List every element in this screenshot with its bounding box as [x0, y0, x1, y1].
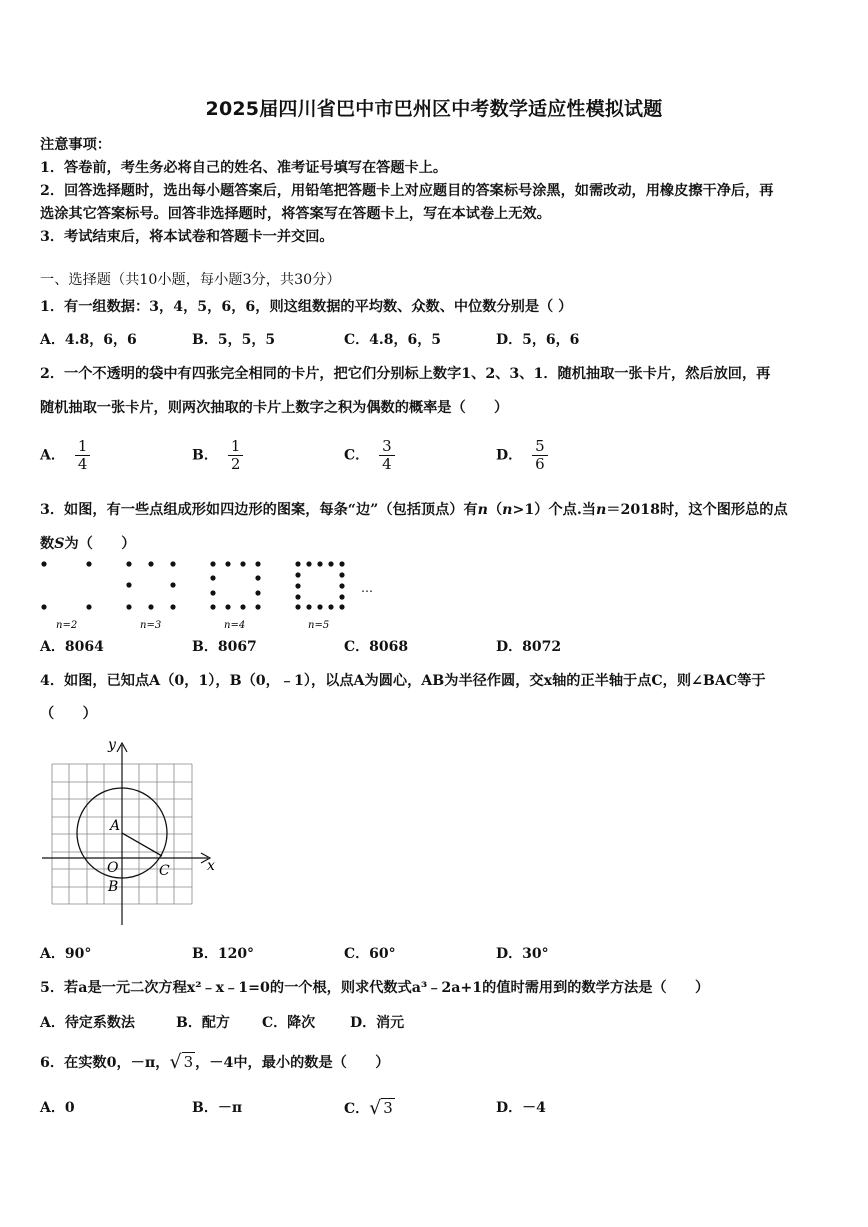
pattern-label: n=5: [308, 620, 330, 631]
pattern-n3: [126, 561, 175, 609]
notice-item: 1．答卷前，考生务必将自己的姓名、准考证号填写在答题卡上。: [40, 160, 448, 176]
pattern-label: n=4: [224, 620, 246, 631]
q6-option-a: A．0: [40, 1100, 75, 1116]
notice-heading: 注意事项：: [40, 137, 111, 153]
pattern-n4: [210, 561, 260, 609]
coordinate-figure: [38, 735, 228, 930]
question-1-stem: 1．有一组数据：3，4，5，6，6，则这组数据的平均数、众数、中位数分别是（ ）: [40, 299, 573, 315]
dot-pattern-figure: [36, 556, 396, 634]
question-6-stem: 6．在实数0，－π，√ 3 ，－4中，最小的数是（ ）: [40, 1051, 390, 1073]
pattern-label: n=2: [56, 620, 78, 631]
label-y: y: [108, 737, 116, 753]
q6-option-b: B．－π: [192, 1100, 243, 1116]
q1-option-b: B．5，5，5: [192, 332, 276, 348]
pattern-n5: [295, 561, 344, 609]
q1-option-d: D．5，6，6: [496, 332, 580, 348]
q3-option-c: C．8068: [344, 639, 409, 655]
q2-option-a: A． $\frac{1}{4}$: [40, 438, 90, 473]
question-2-stem: 随机抽取一张卡片，则两次抽取的卡片上数字之积为偶数的概率是（ ）: [40, 400, 509, 416]
q4-option-a: A．90°: [40, 946, 92, 962]
question-4-stem: 4．如图，已知点A（0，1），B（0，﹣1），以点A为圆心，AB为半径作圆，交x轴的正半轴于点C，则∠BAC等于: [40, 673, 766, 689]
q3-option-d: D．8072: [496, 639, 562, 655]
q2-option-b: B． $\frac{1}{2}$: [192, 438, 243, 473]
section-heading: 一、选择题（共10小题，每小题3分，共30分）: [40, 272, 341, 288]
page-title: 2025届四川省巴中市巴州区中考数学适应性模拟试题: [205, 98, 663, 120]
q5-option-b: B．配方: [176, 1015, 230, 1031]
q2-option-d: D． $\frac{5}{6}$: [496, 438, 548, 473]
q4-option-b: B．120°: [192, 946, 255, 962]
question-3-stem: 数S为（ ）: [40, 536, 136, 552]
q2-option-c: C． $\frac{3}{4}$: [344, 438, 395, 473]
q1-option-c: C．4.8，6，5: [344, 332, 441, 348]
label-c: C: [159, 863, 170, 879]
pattern-n2: [41, 561, 91, 609]
pattern-label: n=3: [140, 620, 162, 631]
q6-option-d: D．－4: [496, 1100, 546, 1116]
q5-option-c: C．降次: [262, 1015, 316, 1031]
q1-option-a: A．4.8，6，6: [40, 332, 137, 348]
question-4-stem: （ ）: [40, 706, 97, 722]
question-5-stem: 5．若a是一元二次方程x²﹣x﹣1=0的一个根，则求代数式a³﹣2a+1的值时需用到的数学方法是（ ）: [40, 980, 710, 996]
q4-option-c: C．60°: [344, 946, 396, 962]
q3-option-a: A．8064: [40, 639, 104, 655]
notice-item: 2．回答选择题时，选出每小题答案后，用铅笔把答题卡上对应题目的答案标号涂黑，如需改动，用橡皮擦干净后，再: [40, 183, 774, 199]
sqrt-3: √ 3: [369, 1097, 393, 1119]
question-3-stem: 3．如图，有一些点组成形如四边形的图案，每条“边”（包括顶点）有n（n>1）个点.当n＝2018时，这个图形总的点: [40, 502, 788, 518]
q3-option-b: B．8067: [192, 639, 257, 655]
label-b: B: [108, 879, 119, 895]
q4-option-d: D．30°: [496, 946, 549, 962]
q5-option-a: A．待定系数法: [40, 1015, 135, 1031]
sqrt-3: √ 3: [169, 1051, 194, 1073]
notice-item: 3．考试结束后，将本试卷和答题卡一并交回。: [40, 229, 334, 245]
q6-option-c: C．√ 3: [344, 1097, 393, 1119]
question-2-stem: 2．一个不透明的袋中有四张完全相同的卡片，把它们分别标上数字1、2、3、1．随机抽取一张卡片，然后放回，再: [40, 366, 771, 382]
q5-option-d: D．消元: [350, 1015, 405, 1031]
label-x: x: [207, 858, 215, 874]
segment-ac: [122, 833, 162, 856]
notice-item: 选涂其它答案标号。回答非选择题时，将答案写在答题卡上，写在本试卷上无效。: [40, 206, 551, 222]
pattern-ellipsis: …: [361, 581, 373, 595]
label-a: A: [110, 818, 121, 834]
label-o: O: [107, 860, 119, 876]
